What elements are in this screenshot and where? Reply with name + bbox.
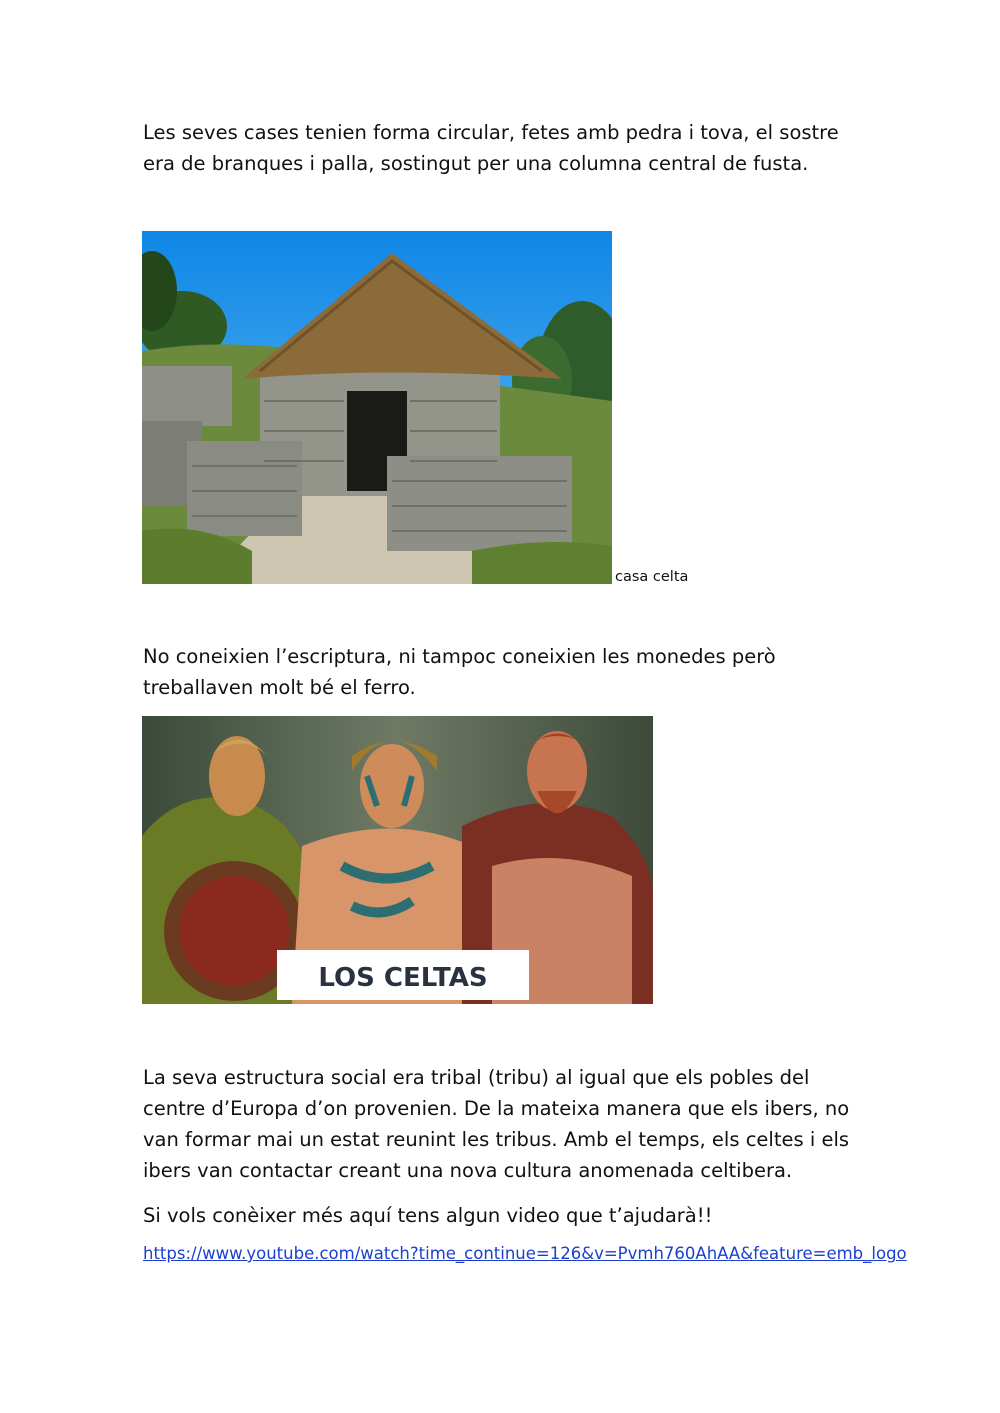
celtic-house-photo	[142, 231, 612, 584]
paragraph-writing: No coneixien l’escriptura, ni tampoc coneixien les monedes però treballaven molt bé el ferro.	[143, 645, 776, 699]
paragraph-social-structure: La seva estructura social era tribal (tribu) al igual que els pobles del centre d’Europa d’on provenien. De la mateixa manera que els ibers, no van formar mai un estat reunint les tribus. Amb el temps, els celtes i els ibers van contactar creant una nova cultura anomenada celtibera.	[143, 1066, 850, 1182]
youtube-video-link[interactable]: https://www.youtube.com/watch?time_continue=126&v=Pvmh760AhAA&feature=emb_logo	[143, 1244, 907, 1263]
house-caption: casa celta	[615, 569, 689, 585]
banner-title: LOS CELTAS	[318, 963, 488, 993]
paragraph-video-intro: Si vols conèixer més aquí tens algun video que t’ajudarà!!	[143, 1204, 713, 1227]
paragraph-houses: Les seves cases tenien forma circular, fetes amb pedra i tova, el sostre era de branques i palla, sostingut per una columna central de fusta.	[143, 121, 839, 175]
celtic-warriors-illustration	[142, 716, 653, 1004]
